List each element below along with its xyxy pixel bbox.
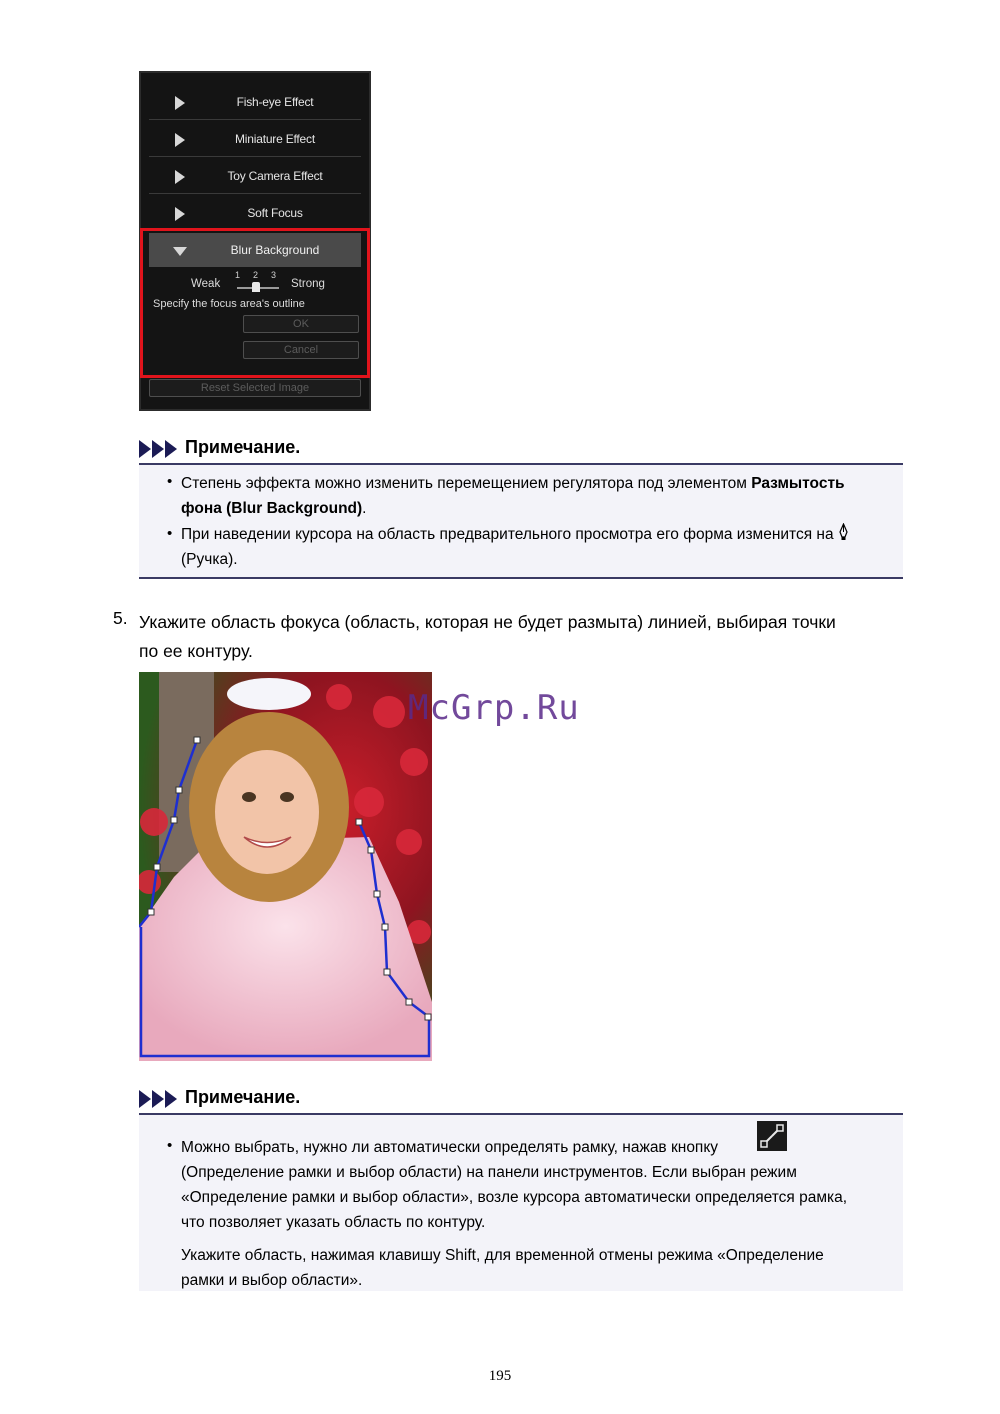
note-box <box>139 463 903 579</box>
effect-label: Soft Focus <box>247 206 303 220</box>
note-item <box>181 471 893 521</box>
step-number: 5. <box>113 608 128 628</box>
expand-arrow-icon <box>175 96 185 110</box>
step-line: по ее контуру. <box>139 641 253 661</box>
effect-fisheye[interactable] <box>149 85 361 120</box>
note-bold-text: Размытость <box>751 475 845 492</box>
effect-soft-focus[interactable] <box>149 196 361 231</box>
note-title: Примечание. <box>185 1087 301 1107</box>
note-chevron-icon <box>139 1090 151 1108</box>
note-chevron-icon <box>152 440 164 458</box>
note-chevron-icon <box>165 440 177 458</box>
highlight-frame <box>140 228 370 378</box>
tick-label: 2 <box>253 270 259 280</box>
bullet: • <box>167 473 173 490</box>
note-chevron-icon <box>152 1090 164 1108</box>
note-text: что позволяет указать область по контуру. <box>181 1214 486 1231</box>
note-item <box>181 1243 893 1293</box>
note-item <box>181 522 893 572</box>
effect-miniature[interactable] <box>149 122 361 157</box>
tick-label: 1 <box>235 270 241 280</box>
note-chevron-icon <box>139 440 151 458</box>
effect-label: Fish-eye Effect <box>236 95 314 109</box>
note-text: (Определение рамки и выбор области) на панели инструментов. Если выбран режим <box>181 1164 797 1181</box>
step-line: Укажите область фокуса (область, которая не будет размыта) линией, выбирая точки <box>139 612 836 632</box>
note-bold-text: фона (Blur Background) <box>181 500 363 517</box>
note-chevron-icon <box>165 1090 177 1108</box>
reset-selected-image-button[interactable]: Reset Selected Image <box>149 379 361 397</box>
page-number: 195 <box>488 1368 512 1384</box>
step-text <box>139 608 909 666</box>
note-text: Степень эффекта можно изменить перемещением регулятора под элементом <box>181 475 752 492</box>
ok-button[interactable]: OK <box>243 315 359 333</box>
instruction-text: Specify the focus area's outline <box>153 298 305 310</box>
note-text: рамки и выбор области». <box>181 1272 363 1289</box>
strong-label: Strong <box>291 278 325 290</box>
note-title: Примечание. <box>185 437 301 457</box>
note-box <box>139 1113 903 1291</box>
effect-label: Blur Background <box>230 243 320 257</box>
note-text: Укажите область, нажимая клавишу Shift, для временной отмены режима «Определение <box>181 1247 824 1264</box>
effect-label: Toy Camera Effect <box>227 169 323 183</box>
expand-arrow-icon <box>175 133 185 147</box>
note-text: «Определение рамки и выбор области», возле курсора автоматически определяется рамка, <box>181 1189 848 1206</box>
tick-label: 3 <box>271 270 277 280</box>
girl-photo[interactable] <box>139 672 432 1061</box>
weak-label: Weak <box>191 278 221 290</box>
note-text: Можно выбрать, нужно ли автоматически определять рамку, нажав кнопку <box>181 1139 719 1156</box>
frame-detect-selection-icon <box>757 1121 787 1151</box>
photo-illustration <box>139 672 432 1061</box>
expand-arrow-icon <box>175 207 185 221</box>
bullet: • <box>167 1137 173 1154</box>
pen-cursor-icon <box>838 523 849 541</box>
effect-label: Miniature Effect <box>235 132 315 146</box>
cancel-button[interactable]: Cancel <box>243 341 359 359</box>
note-text: (Ручка). <box>181 551 238 568</box>
note-text: . <box>362 500 367 517</box>
watermark: McGrp.Ru <box>408 688 580 728</box>
effect-toy-camera[interactable] <box>149 159 361 194</box>
note-text: При наведении курсора на область предварительного просмотра его форма изменится на <box>181 526 834 543</box>
expand-arrow-icon <box>175 170 185 184</box>
bullet: • <box>167 525 173 542</box>
